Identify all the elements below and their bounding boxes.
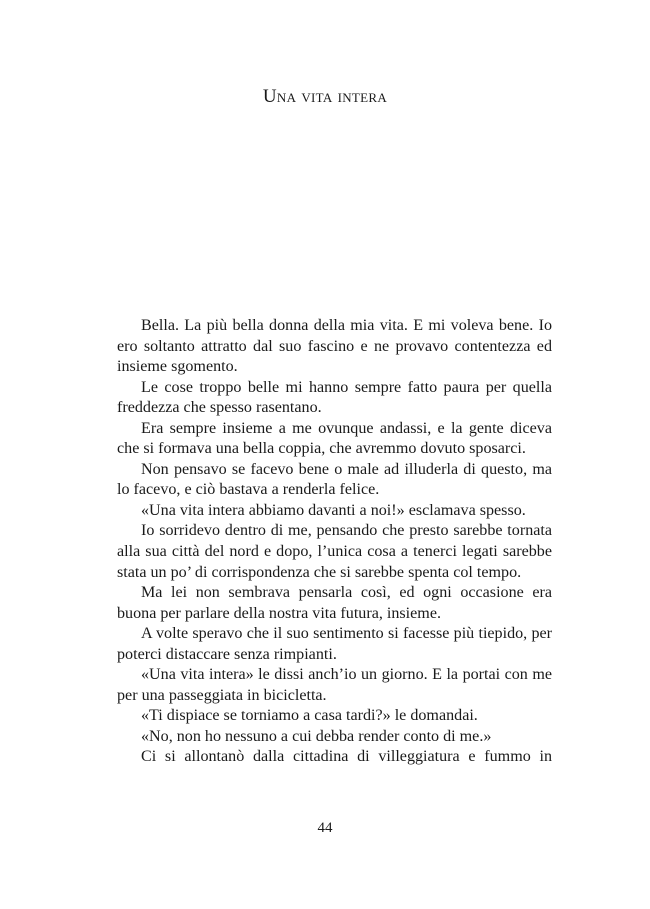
- paragraph-last: Ci si allontanò dalla cittadina di villeggiatura e fummo in: [141, 748, 552, 766]
- chapter-title: Una vita intera: [262, 86, 388, 107]
- paragraph: Non pensavo se facevo bene o male ad illuderla di questo, ma lo facevo, e ciò bastava a renderla felice.: [117, 460, 552, 499]
- paragraph: «Una vita intera abbiamo davanti a noi!» esclamava spesso.: [141, 501, 526, 519]
- chapter-body: [117, 316, 552, 768]
- paragraph: «Ti dispiace se torniamo a casa tardi?» le domandai.: [141, 707, 478, 725]
- paragraph: «No, non ho nessuno a cui debba render conto di me.»: [141, 727, 492, 745]
- paragraph: Le cose troppo belle mi hanno sempre fatto paura per quella freddezza che spesso rasentano.: [117, 378, 552, 417]
- paragraph: «Una vita intera» le dissi anch’io un giorno. E la portai con me per una passeggiata in bicicletta.: [117, 666, 552, 704]
- paragraph: Ma lei non sembrava pensarla così, ed ogni occasione era buona per parlare della nostra vita futura, insieme.: [117, 584, 552, 622]
- paragraph: Era sempre insieme a me ovunque andassi, e la gente diceva che si formava una bella coppia, che avremmo dovuto sposarci.: [117, 419, 552, 458]
- paragraph: Bella. La più bella donna della mia vita. E mi voleva bene. Io ero soltanto attratto dal suo fascino e ne provavo contentezza ed insieme sgomento.: [117, 317, 552, 376]
- paragraph: A volte speravo che il suo sentimento si facesse più tiepido, per poterci distaccare senza rimpianti.: [117, 625, 552, 663]
- paragraph: Io sorridevo dentro di me, pensando che presto sarebbe tornata alla sua città del nord e dopo, l’unica cosa a tenerci legati sarebbe stata un po’ di corrispondenza che si sarebbe spenta col tempo.: [117, 522, 552, 581]
- page-number: 44: [317, 820, 333, 836]
